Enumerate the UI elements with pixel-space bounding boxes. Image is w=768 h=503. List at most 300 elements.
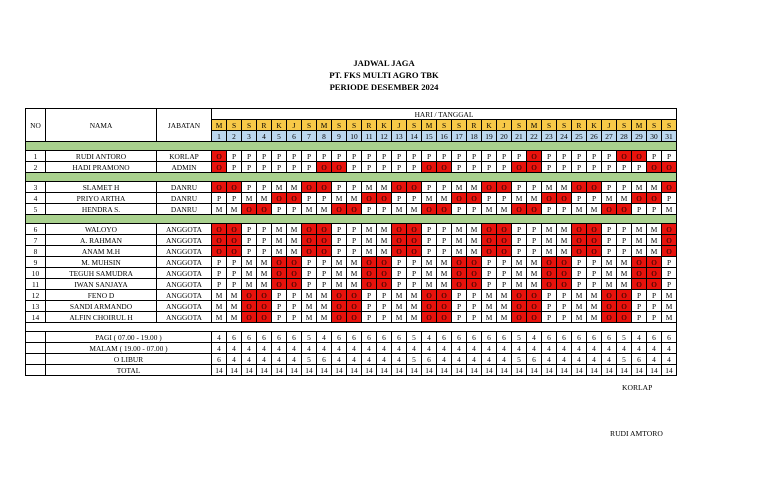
summary-value: 14 [362, 365, 377, 376]
date-cell: 28 [617, 131, 632, 142]
staff-no: 1 [26, 151, 46, 162]
shift-cell: P [602, 224, 617, 235]
shift-cell: M [362, 224, 377, 235]
summary-value: 14 [557, 365, 572, 376]
shift-cell: P [347, 162, 362, 173]
summary-value: 5 [407, 332, 422, 343]
shift-cell: P [452, 162, 467, 173]
shift-cell: P [467, 204, 482, 215]
shift-cell: M [227, 312, 242, 323]
shift-cell: M [422, 193, 437, 204]
day-name-cell: M [632, 120, 647, 131]
shift-cell: O [647, 162, 662, 173]
shift-cell: M [467, 246, 482, 257]
shift-cell: M [662, 312, 677, 323]
shift-cell: P [332, 151, 347, 162]
staff-name: TEGUH SAMUDRA [46, 268, 157, 279]
day-name-cell: S [347, 120, 362, 131]
shift-cell: P [257, 235, 272, 246]
staff-no: 3 [26, 182, 46, 193]
shift-cell: M [647, 182, 662, 193]
summary-value: 4 [527, 332, 542, 343]
shift-cell: P [557, 162, 572, 173]
shift-cell: O [542, 257, 557, 268]
summary-value: 14 [587, 365, 602, 376]
summary-value: 4 [347, 343, 362, 354]
summary-value: 4 [497, 343, 512, 354]
shift-cell: P [632, 301, 647, 312]
shift-cell: O [512, 162, 527, 173]
shift-cell: O [527, 301, 542, 312]
shift-cell: M [572, 290, 587, 301]
shift-cell: P [437, 246, 452, 257]
shift-cell: O [482, 182, 497, 193]
shift-cell: M [392, 290, 407, 301]
staff-row [26, 301, 677, 312]
shift-cell: O [617, 151, 632, 162]
summary-value: 14 [332, 365, 347, 376]
staff-row [26, 312, 677, 323]
shift-cell: M [542, 235, 557, 246]
summary-label: MALAM ( 19.00 - 07.00 ) [46, 343, 212, 354]
summary-value: 4 [362, 354, 377, 365]
summary-value: 14 [407, 365, 422, 376]
summary-value: 4 [317, 332, 332, 343]
shift-cell: O [332, 162, 347, 173]
shift-cell: O [437, 204, 452, 215]
summary-value: 4 [392, 354, 407, 365]
shift-cell: M [602, 279, 617, 290]
staff-role: DANRU [157, 193, 212, 204]
shift-cell: M [662, 290, 677, 301]
shift-cell: P [227, 193, 242, 204]
summary-value: 14 [272, 365, 287, 376]
shift-cell: O [662, 235, 677, 246]
shift-cell: M [632, 182, 647, 193]
shift-cell: M [617, 279, 632, 290]
shift-cell: M [317, 301, 332, 312]
summary-value: 4 [542, 343, 557, 354]
shift-cell: P [227, 162, 242, 173]
shift-cell: O [332, 204, 347, 215]
shift-cell: M [407, 312, 422, 323]
shift-cell: O [287, 279, 302, 290]
shift-cell: M [617, 193, 632, 204]
shift-cell: P [257, 246, 272, 257]
staff-row [26, 235, 677, 246]
shift-cell: O [377, 279, 392, 290]
staff-name: RUDI ANTORO [46, 151, 157, 162]
summary-value: 14 [632, 365, 647, 376]
date-cell: 22 [527, 131, 542, 142]
shift-cell: P [617, 182, 632, 193]
shift-cell: P [572, 162, 587, 173]
shift-cell: M [317, 204, 332, 215]
shift-cell: M [527, 279, 542, 290]
date-cell: 23 [542, 131, 557, 142]
shift-cell: O [662, 246, 677, 257]
shift-cell: M [272, 235, 287, 246]
shift-cell: O [467, 279, 482, 290]
title-line-2: PT. FKS MULTI AGRO TBK [329, 70, 439, 80]
date-cell: 15 [422, 131, 437, 142]
staff-row [26, 204, 677, 215]
date-cell: 9 [332, 131, 347, 142]
shift-cell: P [242, 151, 257, 162]
staff-name: ALFIN CHOIRUL H [46, 312, 157, 323]
summary-value: 14 [572, 365, 587, 376]
shift-cell: P [512, 151, 527, 162]
shift-cell: O [212, 224, 227, 235]
shift-cell: P [617, 246, 632, 257]
date-cell: 29 [632, 131, 647, 142]
staff-role: ADMIN [157, 162, 212, 173]
shift-cell: O [317, 182, 332, 193]
summary-value: 4 [482, 343, 497, 354]
staff-row [26, 279, 677, 290]
shift-cell: O [407, 224, 422, 235]
shift-cell: M [347, 193, 362, 204]
shift-cell: P [287, 204, 302, 215]
summary-value: 4 [587, 354, 602, 365]
day-name-cell: K [272, 120, 287, 131]
date-cell: 10 [347, 131, 362, 142]
date-cell: 19 [482, 131, 497, 142]
date-cell: 31 [662, 131, 677, 142]
summary-value: 4 [632, 343, 647, 354]
shift-cell: P [617, 235, 632, 246]
shift-cell: P [602, 162, 617, 173]
summary-value: 6 [572, 332, 587, 343]
summary-value: 14 [227, 365, 242, 376]
summary-value: 4 [317, 343, 332, 354]
shift-cell: P [407, 151, 422, 162]
shift-cell: M [407, 204, 422, 215]
shift-cell: P [272, 290, 287, 301]
summary-value: 14 [287, 365, 302, 376]
shift-cell: O [587, 246, 602, 257]
shift-cell: O [377, 268, 392, 279]
shift-cell: O [512, 312, 527, 323]
staff-role: ANGGOTA [157, 257, 212, 268]
shift-cell: P [632, 312, 647, 323]
shift-cell: O [272, 279, 287, 290]
shift-cell: P [527, 246, 542, 257]
shift-cell: M [572, 301, 587, 312]
summary-value: 4 [422, 332, 437, 343]
shift-cell: O [362, 193, 377, 204]
day-name-cell: S [332, 120, 347, 131]
shift-cell: P [542, 151, 557, 162]
staff-no: 6 [26, 224, 46, 235]
summary-value: 14 [617, 365, 632, 376]
shift-cell: O [257, 204, 272, 215]
shift-cell: M [437, 193, 452, 204]
shift-cell: O [242, 312, 257, 323]
shift-cell: O [287, 257, 302, 268]
shift-cell: M [467, 182, 482, 193]
shift-cell: O [422, 204, 437, 215]
staff-no: 13 [26, 301, 46, 312]
summary-value: 5 [302, 354, 317, 365]
summary-value: 6 [662, 332, 677, 343]
summary-value: 4 [212, 343, 227, 354]
staff-role: KORLAP [157, 151, 212, 162]
shift-cell: O [422, 162, 437, 173]
shift-cell: M [512, 279, 527, 290]
summary-value: 6 [557, 332, 572, 343]
shift-cell: M [617, 257, 632, 268]
staff-no: 8 [26, 246, 46, 257]
summary-value: 14 [527, 365, 542, 376]
day-name-cell: R [257, 120, 272, 131]
shift-cell: M [407, 290, 422, 301]
day-name-cell: S [557, 120, 572, 131]
date-cell: 20 [497, 131, 512, 142]
shift-cell: P [287, 290, 302, 301]
shift-cell: O [512, 301, 527, 312]
shift-cell: P [482, 151, 497, 162]
shift-cell: P [422, 246, 437, 257]
staff-row [26, 193, 677, 204]
summary-value: 4 [287, 343, 302, 354]
shift-cell: O [347, 290, 362, 301]
shift-cell: O [497, 182, 512, 193]
summary-no [26, 365, 46, 376]
shift-cell: M [527, 268, 542, 279]
shift-cell: O [482, 235, 497, 246]
summary-value: 6 [392, 332, 407, 343]
summary-value: 4 [377, 354, 392, 365]
shift-cell: M [482, 301, 497, 312]
shift-cell: P [452, 290, 467, 301]
shift-cell: M [377, 224, 392, 235]
shift-cell: P [302, 257, 317, 268]
shift-cell: P [572, 151, 587, 162]
shift-cell: O [302, 235, 317, 246]
date-cell: 25 [572, 131, 587, 142]
date-cell: 18 [467, 131, 482, 142]
shift-cell: O [662, 224, 677, 235]
shift-cell: P [497, 193, 512, 204]
separator-cell [26, 142, 677, 151]
date-cell: 24 [557, 131, 572, 142]
shift-cell: P [347, 235, 362, 246]
shift-cell: P [302, 193, 317, 204]
shift-cell: O [257, 301, 272, 312]
shift-cell: P [587, 257, 602, 268]
summary-value: 4 [482, 354, 497, 365]
shift-cell: M [212, 312, 227, 323]
shift-cell: O [347, 312, 362, 323]
shift-cell: P [407, 193, 422, 204]
shift-cell: M [452, 235, 467, 246]
shift-cell: M [347, 279, 362, 290]
shift-cell: P [332, 224, 347, 235]
shift-cell: O [272, 193, 287, 204]
summary-value: 6 [632, 354, 647, 365]
shift-cell: M [587, 312, 602, 323]
header-no: NO [26, 109, 46, 142]
shift-cell: P [497, 268, 512, 279]
date-cell: 17 [452, 131, 467, 142]
shift-cell: M [467, 235, 482, 246]
date-cell: 21 [512, 131, 527, 142]
summary-value: 4 [452, 343, 467, 354]
shift-cell: M [512, 257, 527, 268]
staff-role: ANGGOTA [157, 312, 212, 323]
shift-cell: M [527, 257, 542, 268]
shift-cell: P [452, 151, 467, 162]
shift-cell: P [227, 279, 242, 290]
shift-cell: M [407, 301, 422, 312]
shift-cell: O [602, 290, 617, 301]
shift-cell: O [482, 246, 497, 257]
shift-cell: P [527, 224, 542, 235]
shift-cell: M [302, 312, 317, 323]
shift-cell: P [467, 290, 482, 301]
shift-cell: O [527, 151, 542, 162]
shift-cell: M [362, 182, 377, 193]
summary-value: 4 [227, 354, 242, 365]
shift-cell: M [662, 204, 677, 215]
staff-name: WALOYO [46, 224, 157, 235]
summary-value: 6 [317, 354, 332, 365]
summary-value: 14 [317, 365, 332, 376]
shift-cell: O [542, 268, 557, 279]
shift-cell: P [437, 235, 452, 246]
shift-cell: P [437, 182, 452, 193]
staff-role: ANGGOTA [157, 224, 212, 235]
shift-cell: O [617, 204, 632, 215]
shift-cell: P [242, 162, 257, 173]
shift-cell: P [632, 204, 647, 215]
summary-value: 6 [212, 354, 227, 365]
shift-cell: P [512, 224, 527, 235]
summary-value: 14 [437, 365, 452, 376]
staff-name: M. MUHSIN [46, 257, 157, 268]
summary-value: 6 [227, 332, 242, 343]
staff-no: 12 [26, 290, 46, 301]
summary-value: 4 [557, 343, 572, 354]
summary-value: 4 [512, 343, 527, 354]
shift-cell: P [542, 162, 557, 173]
summary-value: 6 [287, 332, 302, 343]
shift-cell: M [437, 279, 452, 290]
summary-value: 6 [587, 332, 602, 343]
summary-value: 14 [212, 365, 227, 376]
shift-cell: P [482, 193, 497, 204]
summary-value: 4 [287, 354, 302, 365]
shift-cell: M [392, 301, 407, 312]
staff-row [26, 246, 677, 257]
date-cell: 14 [407, 131, 422, 142]
shift-cell: O [212, 235, 227, 246]
date-cell: 8 [317, 131, 332, 142]
day-name-cell: S [437, 120, 452, 131]
shift-cell: P [557, 301, 572, 312]
shift-cell: P [572, 193, 587, 204]
shift-cell: M [512, 268, 527, 279]
shift-cell: O [602, 204, 617, 215]
summary-row [26, 354, 677, 365]
shift-cell: P [362, 204, 377, 215]
shift-cell: O [617, 290, 632, 301]
shift-cell: M [272, 182, 287, 193]
shift-cell: O [647, 268, 662, 279]
shift-cell: M [632, 246, 647, 257]
staff-row [26, 182, 677, 193]
shift-cell: P [572, 257, 587, 268]
shift-cell: P [557, 290, 572, 301]
shift-cell: O [392, 224, 407, 235]
separator-row [26, 215, 677, 224]
shift-cell: O [362, 279, 377, 290]
shift-cell: M [497, 204, 512, 215]
staff-role: ANGGOTA [157, 268, 212, 279]
separator-row [26, 173, 677, 182]
shift-cell: M [212, 290, 227, 301]
summary-value: 4 [467, 343, 482, 354]
date-cell: 30 [647, 131, 662, 142]
shift-cell: O [422, 290, 437, 301]
shift-cell: O [212, 182, 227, 193]
shift-cell: P [647, 290, 662, 301]
shift-cell: P [602, 182, 617, 193]
shift-cell: P [347, 151, 362, 162]
shift-cell: P [437, 151, 452, 162]
shift-cell: P [557, 204, 572, 215]
shift-cell: P [257, 151, 272, 162]
header-jabatan: JABATAN [157, 109, 212, 142]
shift-cell: P [617, 224, 632, 235]
shift-cell: P [302, 268, 317, 279]
shift-cell: O [632, 268, 647, 279]
day-name-cell: R [572, 120, 587, 131]
shift-cell: P [572, 279, 587, 290]
shift-cell: O [632, 151, 647, 162]
shift-cell: O [422, 301, 437, 312]
shift-cell: O [587, 224, 602, 235]
summary-value: 14 [602, 365, 617, 376]
title-line-3: PERIODE DESEMBER 2024 [329, 82, 439, 92]
shift-cell: P [647, 204, 662, 215]
shift-cell: M [377, 246, 392, 257]
shift-cell: M [572, 204, 587, 215]
shift-cell: P [392, 193, 407, 204]
day-name-cell: M [317, 120, 332, 131]
shift-cell: P [347, 182, 362, 193]
shift-cell: P [212, 268, 227, 279]
shift-cell: P [317, 257, 332, 268]
shift-cell: P [332, 182, 347, 193]
summary-value: 5 [617, 354, 632, 365]
day-name-cell: M [527, 120, 542, 131]
staff-row [26, 224, 677, 235]
shift-cell: M [662, 301, 677, 312]
shift-cell: O [542, 193, 557, 204]
shift-cell: O [497, 224, 512, 235]
shift-cell: M [392, 312, 407, 323]
summary-value: 14 [302, 365, 317, 376]
shift-cell: P [317, 151, 332, 162]
signature-name: RUDI AMTORO [610, 429, 663, 438]
shift-cell: O [587, 235, 602, 246]
shift-cell: O [467, 257, 482, 268]
shift-cell: P [557, 312, 572, 323]
day-name-cell: J [287, 120, 302, 131]
shift-cell: P [332, 246, 347, 257]
